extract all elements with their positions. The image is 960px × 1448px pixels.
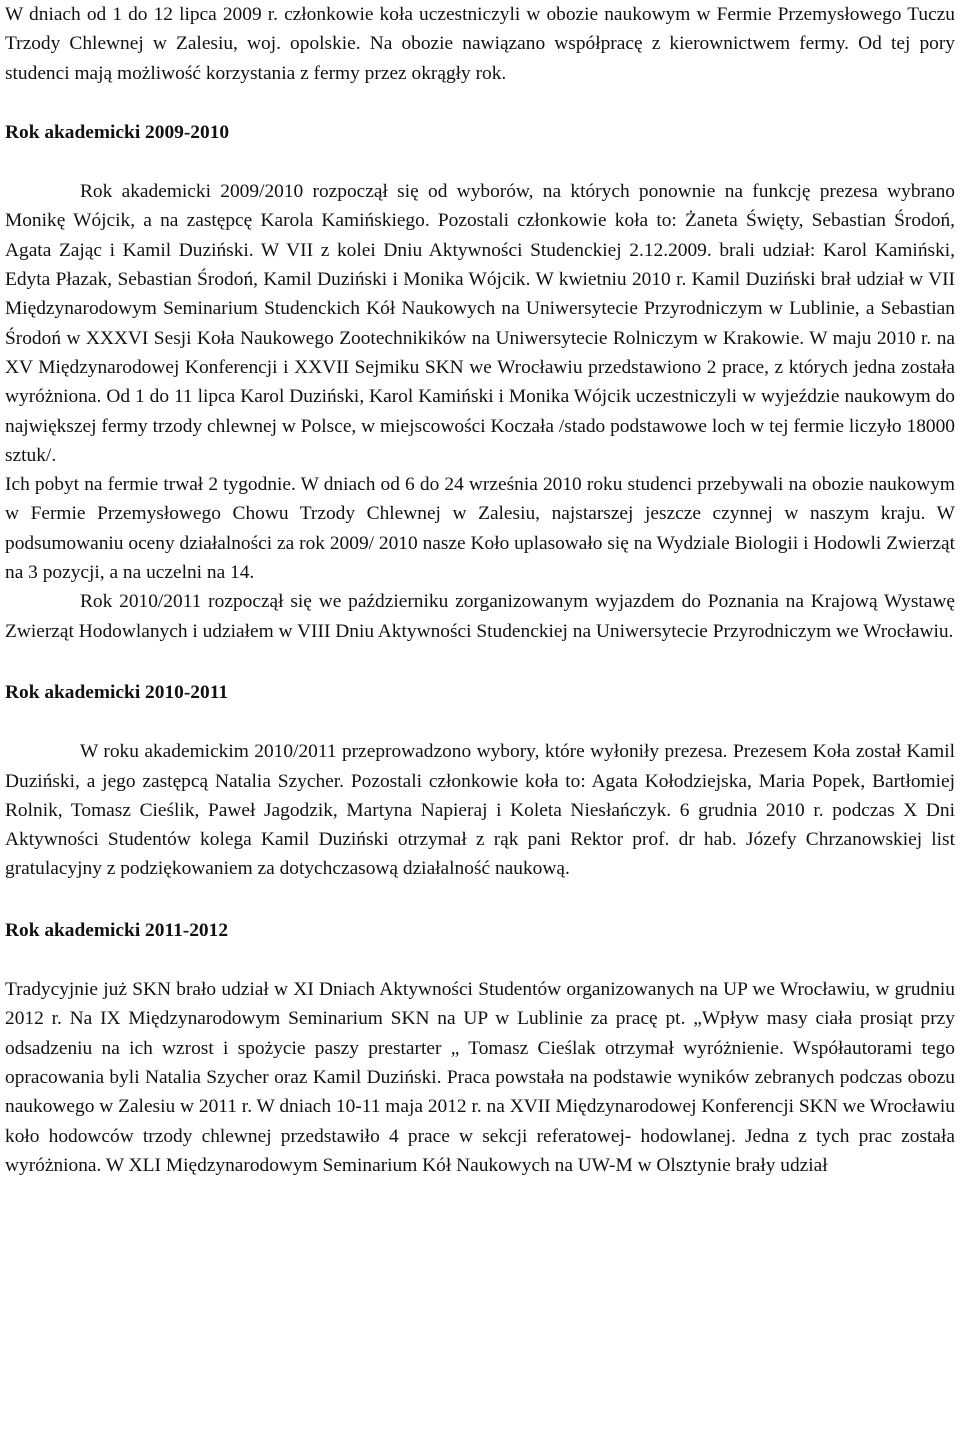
section-heading-2011-2012: Rok akademicki 2011-2012 xyxy=(5,919,229,941)
section-2011-2012-paragraph-1: Tradycyjnie już SKN brało udział w XI Dniach Aktywności Studentów organizowanych na UP we Wrocławiu, w grudniu 2012 r. Na IX Międzynarodowym Seminarium SKN na UP w Lublinie za pracę pt. „Wpływ masy ciała prosiąt przy odsadzeniu na ich wzrost i spożycie paszy prestarter „ Tomasz Cieślak otrzymał wyróżnienie. Współautorami tego opracowania byli Natalia Szycher oraz Kamil Duziński. Praca powstała na podstawie wyników zebranych podczas obozu naukowego w Zalesiu w 2011 r. W dniach 10-11 maja 2012 r. na XVII Międzynarodowej Konferencji SKN we Wrocławiu koło hodowców trzody chlewnej przedstawiło 4 prace w sekcji referatowej- hodowlanej. Jedna z tych prac została wyróżniona. W XLI Międzynarodowym Seminarium Kół Naukowych na UW-M w Olsztynie brały udział xyxy=(5,979,955,1176)
document-page xyxy=(5,0,955,1180)
section-heading-2009-2010: Rok akademicki 2009-2010 xyxy=(5,121,230,143)
intro-paragraph: W dniach od 1 do 12 lipca 2009 r. członkowie koła uczestniczyli w obozie naukowym w Fermie Przemysłowego Tuczu Trzody Chlewnej w Zalesiu, woj. opolskie. Na obozie nawiązano współpracę z kierownictwem fermy. Od tej pory studenci mają możliwość korzystania z fermy przez okrągły rok. xyxy=(5,4,955,84)
section-heading-2010-2011: Rok akademicki 2010-2011 xyxy=(5,681,229,703)
section-2010-2011-paragraph-1: W roku akademickim 2010/2011 przeprowadzono wybory, które wyłoniły prezesa. Prezesem Koła został Kamil Duziński, a jego zastępcą Natalia Szycher. Pozostali członkowie koła to: Agata Kołodziejska, Maria Popek, Bartłomiej Rolnik, Tomasz Cieślik, Paweł Jagodzik, Martyna Napieraj i Koleta Niesłańczyk. 6 grudnia 2010 r. podczas X Dni Aktywności Studentów kolega Kamil Duziński otrzymał z rąk pani Rektor prof. dr hab. Józefy Chrzanowskiej list gratulacyjny z podziękowaniem za dotychczasową działalność naukową. xyxy=(5,741,955,880)
section-2009-2010-paragraph-1: Rok akademicki 2009/2010 rozpoczął się od wyborów, na których ponownie na funkcję prezesa wybrano Monikę Wójcik, a na zastępcę Karola Kamińskiego. Pozostali członkowie koła to: Żaneta Święty, Sebastian Środoń, Agata Zając i Kamil Duziński. W VII z kolei Dniu Aktywności Studenckiej 2.12.2009. brali udział: Karol Kamiński, Edyta Płazak, Sebastian Środoń, Kamil Duziński i Monika Wójcik. W kwietniu 2010 r. Kamil Duziński brał udział w VII Międzynarodowym Seminarium Studenckich Kół Naukowych na Uniwersytecie Przyrodniczym w Lublinie, a Sebastian Środoń w XXXVI Sesji Koła Naukowego Zootechnikików na Uniwersytecie Rolniczym w Krakowie. W maju 2010 r. na XV Międzynarodowej Konferencji i XXVII Sejmiku SKN we Wrocławiu przedstawiono 2 prace, z których jedna została wyróżniona. Od 1 do 11 lipca Karol Duziński, Karol Kamiński i Monika Wójcik uczestniczyli w wyjeździe naukowym do największej fermy trzody chlewnej w Polsce, w miejscowości Koczała /stado podstawowe loch w tej fermie liczyło 18000 sztuk/. xyxy=(5,181,955,466)
section-2009-2010-paragraph-3: Rok 2010/2011 rozpoczął się we październiku zorganizowanym wyjazdem do Poznania na Krajową Wystawę Zwierząt Hodowlanych i udziałem w VIII Dniu Aktywności Studenckiej na Uniwersytecie Przyrodniczym we Wrocławiu. xyxy=(5,591,955,642)
section-2009-2010-paragraph-2: Ich pobyt na fermie trwał 2 tygodnie. W dniach od 6 do 24 września 2010 roku studenci przebywali na obozie naukowym w Fermie Przemysłowego Chowu Trzody Chlewnej w Zalesiu, najstarszej jeszcze czynnej w naszym kraju. W podsumowaniu oceny działalności za rok 2009/ 2010 nasze Koło uplasowało się na Wydziale Biologii i Hodowli Zwierząt na 3 pozycji, a na uczelni na 14. xyxy=(5,474,955,584)
